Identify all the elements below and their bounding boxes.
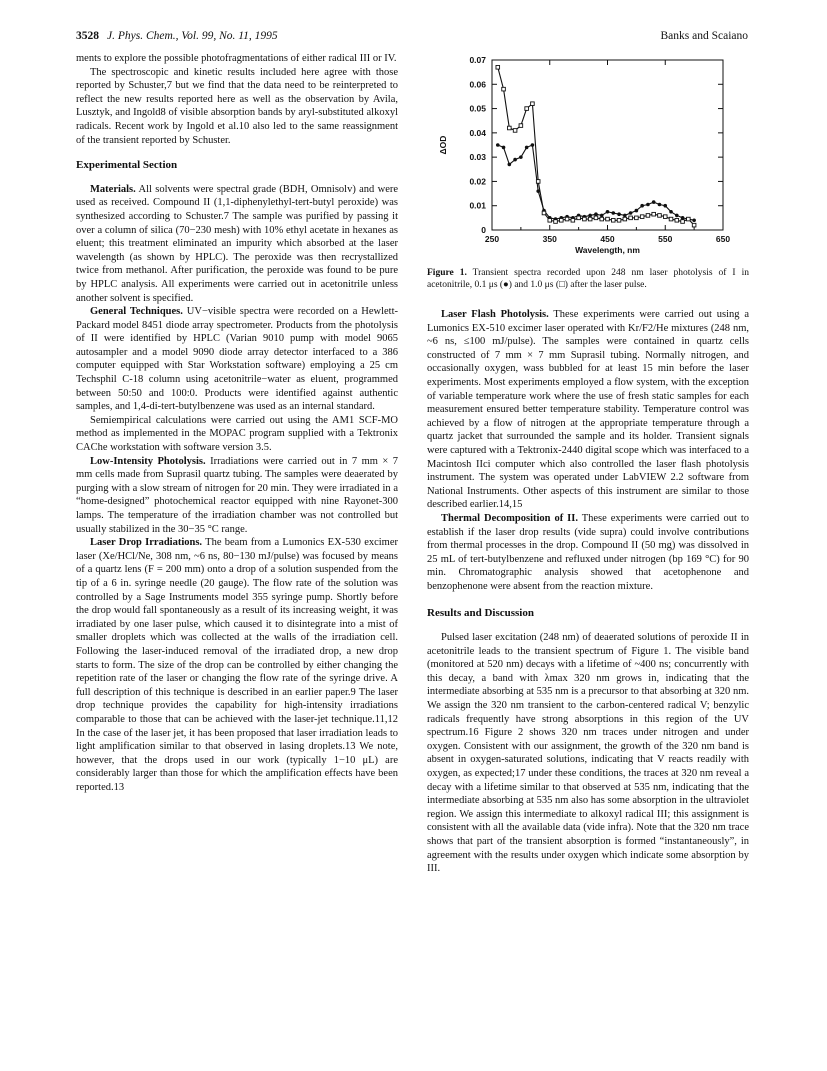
caption-text: Transient spectra recorded upon 248 nm laser photolysis of I in acetonitrile, 0.1 μs (●) and 1.0 μs (□) after the laser pulse. — [427, 268, 749, 290]
data-point-filled-circle — [496, 143, 500, 147]
data-point-filled-circle — [652, 200, 656, 204]
data-point-open-square — [508, 126, 512, 130]
laser-flash-text: These experiments were carried out using a Lumonics EX-510 excimer laser operated with Kr/F2/He mixtures (248 nm, ~6 ns, ≤100 mJ/pulse). The samples were contained in quartz cells constructed of 7 mm × 7 mm Suprasil tubing. Normally nitrogen, and occasionally oxygen, wass bubbled for at least 15 min before the laser experiments. Most experiments employed a flow system, with the exception of variable temperature work where the use of fresh static samples for each measurement ensured better temperature stability. Temperature control was achieved by a flow of nitrogen at the appropriate temperature through a quartz jacket that surrounded the sample and its holder. Transient signals were captured with a Tektronix-2440 digital scope which was interfaced to a Macintosh IIci computer which also controlled the laser flash photolysis instrument. The system was operated under LabVIEW 2.2 software from National Instruments. Other aspects of this instrument are similar to those described earlier.14,15 — [427, 309, 749, 511]
figure-1-chart — [430, 50, 755, 265]
data-point-open-square — [652, 212, 656, 216]
x-tick-label: 550 — [658, 234, 673, 244]
data-point-open-square — [611, 218, 615, 222]
data-point-open-square — [635, 216, 639, 220]
data-point-filled-circle — [692, 218, 696, 222]
data-point-filled-circle — [675, 214, 679, 218]
data-point-open-square — [640, 215, 644, 219]
y-tick-label: 0.01 — [469, 200, 486, 211]
y-tick-label: 0 — [481, 225, 486, 235]
data-point-open-square — [577, 216, 581, 220]
x-tick-label: 450 — [600, 234, 615, 244]
data-point-filled-circle — [508, 163, 512, 167]
data-point-open-square — [606, 217, 610, 221]
paragraph-materials — [76, 183, 398, 305]
left-column — [76, 52, 398, 794]
runin-general-techniques: General Techniques. — [90, 306, 183, 318]
data-point-open-square — [542, 211, 546, 215]
data-point-open-square — [658, 214, 662, 218]
runin-thermal: Thermal Decomposition of II. — [441, 512, 578, 524]
paragraph-intro: ments to explore the possible photofragmentations of either radical III or IV. — [76, 53, 397, 64]
data-point-open-square — [675, 218, 679, 222]
data-point-open-square — [681, 220, 685, 224]
data-point-open-square — [692, 223, 696, 227]
data-point-filled-circle — [669, 210, 673, 214]
data-point-open-square — [629, 216, 633, 220]
data-point-filled-circle — [681, 216, 685, 220]
data-point-filled-circle — [663, 204, 667, 208]
y-axis-label: ΔOD — [438, 135, 448, 155]
data-point-open-square — [519, 124, 523, 128]
y-tick-label: 0.05 — [469, 103, 486, 114]
x-tick-label: 250 — [484, 234, 500, 244]
data-point-open-square — [496, 65, 500, 69]
data-point-filled-circle — [525, 146, 529, 150]
paragraph-results: Pulsed laser excitation (248 nm) of deaerated solutions of peroxide II in acetonitrile leads to the transient spectrum of Figure 1. The visible band (monitored at 520 nm) decays with a lifetime of ~400 ns; concurrently with this decay, a band with λmax 320 nm grows in, indicating that the intermediate absorbing at 535 nm is a precursor to that absorbing at 320 nm. We assign the 320 nm transient to the carbon-centered radical V; benzylic radicals frequently have strong absorptions in this region of the UV spectrum.16 Figure 2 shows 320 nm traces under nitrogen and under oxygen. Consistent with our assignment, the growth of the 320 nm band is absent in oxygen-saturated solutions, indicating that V reacts readily with oxygen, as expected;17 under these conditions, the traces at 320 nm reveal a decay with a lifetime similar to that observed at 535 nm, indicating that the intermediate absorbing at 535 nm also has some absorption in the ultraviolet region. We assign this intermediate to alkoxyl radical III; this assignment is consistent with all the available data (vide infra). Note that the 320 nm trace shows that part of the transient absorption is formed “instantaneously”, in agreement with the results under oxygen which indicate some absorption by III. — [427, 632, 749, 875]
section-heading-results: Results and Discussion — [427, 607, 534, 620]
data-point-open-square — [548, 218, 552, 222]
x-tick-label: 350 — [542, 234, 557, 244]
paragraph-semiempirical: Semiempirical calculations were carried out using the AM1 SCF-MO method as implemented in the MOPAC program supplied with a Tektronix CAChe workstation with software version 3.5. — [76, 414, 398, 454]
series-line-filled-circle — [498, 145, 694, 220]
data-point-open-square — [513, 129, 517, 133]
data-point-open-square — [583, 217, 587, 221]
data-point-filled-circle — [623, 214, 627, 218]
runin-laser-drop: Laser Drop Irradiations. — [90, 537, 203, 549]
data-point-open-square — [588, 217, 592, 221]
data-point-filled-circle — [519, 155, 523, 159]
data-point-open-square — [623, 217, 627, 221]
runin-low-intensity: Low-Intensity Photolysis. — [90, 455, 206, 467]
low-intensity-text: Irradiations were carried out in 7 mm × 7 mm cells made from Suprasil quartz tubing. The samples were deaerated by purging with a slow stream of nitrogen for 20 min. They were irradiated in a “home-designed” photochemical reactor equipped with nine Rayonet-300 lamps. The temperature of the irradiation chamber was not controlled but usually stabilized in the 30−35 °C range. — [76, 455, 399, 535]
data-point-filled-circle — [640, 204, 644, 208]
running-header-left — [76, 30, 278, 42]
data-point-filled-circle — [658, 203, 662, 207]
data-point-filled-circle — [629, 211, 633, 215]
x-tick-label: 650 — [715, 234, 731, 244]
y-tick-label: 0.02 — [469, 176, 486, 187]
data-point-filled-circle — [617, 212, 621, 216]
paragraph-low-intensity — [76, 455, 398, 537]
data-point-open-square — [560, 218, 564, 222]
runin-laser-flash: Laser Flash Photolysis. — [441, 309, 549, 320]
thermal-text: These experiments were carried out to establish if the laser drop results (vide supra) could involve contributions from thermal processes in the drop. Compound II (50 mg) was dissolved in 25 mL of tert-butylbenzene and refluxed under nitrogen (bp 169 °C) for 90 min. Chromatographic analysis showed that acetophenone and benzophenone were absent from the reaction mixture. — [427, 512, 749, 592]
paragraph-general-techniques — [76, 305, 398, 414]
data-point-open-square — [571, 218, 575, 222]
data-point-open-square — [663, 215, 667, 219]
data-point-open-square — [536, 180, 540, 184]
caption-label: Figure 1. — [427, 268, 467, 278]
paragraph-laser-drop — [76, 536, 398, 794]
data-point-open-square — [565, 217, 569, 221]
right-column — [427, 308, 749, 876]
figure-1-caption — [427, 267, 749, 291]
data-point-open-square — [646, 214, 650, 218]
general-techniques-text: UV−visible spectra were recorded on a Hewlett-Packard model 8451 diode array spectrometer. Products from the photolysis of II were identified by HPLC (Varian 9010 pump with model 9065 autosampler and a model 9090 diode array detector interfaced to a 386 computer equipped with Star Workstation software) employing a 25 cm Techsphil C-18 column using acetonitrile−water as eluent, programmed between 50:50 and 100:0. Products were identified against authentic samples, and 1,4-di-tert-butylbenzene was used as an internal standard. — [76, 306, 398, 413]
journal-citation: J. Phys. Chem., Vol. 99, No. 11, 1995 — [107, 30, 278, 42]
data-point-open-square — [594, 216, 598, 220]
data-point-filled-circle — [611, 211, 615, 215]
data-point-filled-circle — [635, 209, 639, 213]
runin-materials: Materials. — [90, 183, 136, 195]
running-header-authors: Banks and Scaiano — [660, 30, 748, 42]
data-point-open-square — [531, 102, 535, 106]
paragraph-laser-flash — [427, 308, 749, 512]
data-point-filled-circle — [513, 158, 517, 162]
data-point-filled-circle — [600, 214, 604, 218]
y-tick-label: 0.03 — [469, 152, 486, 163]
data-point-filled-circle — [502, 146, 506, 150]
section-heading-experimental: Experimental Section — [76, 159, 178, 172]
data-point-filled-circle — [588, 214, 592, 218]
y-tick-label: 0.04 — [469, 127, 486, 138]
data-point-filled-circle — [531, 143, 535, 147]
data-point-filled-circle — [606, 210, 610, 214]
plot-frame — [492, 60, 723, 230]
data-point-open-square — [502, 87, 506, 91]
materials-text: All solvents were spectral grade (BDH, Omnisolv) and were used as received. Compound II (1,1-diphenylethyl-tert-butyl peroxide) was synthesized according to Schuster.7 The sample was purified by passing it over a column of silica (70−230 mesh) with 10% ethyl acetate in hexanes as eluent; this treatment eliminated an impurity which absorbed at the laser wavelength (as shown by HPLC). The peroxide was then recrystallized twice from methanol. After purification, the peroxide was found to be pure by HPLC analysis. All experiments were carried out in acetonitrile unless another solvent is specified. — [76, 183, 399, 304]
data-point-open-square — [525, 107, 529, 111]
paragraph-spectroscopic: The spectroscopic and kinetic results included here agree with those reported by Schuster,7 but we find that the data need to be reinterpreted to reflect the new results reported here as well as the observation by Avila, Lusztyk, and Ingold8 of visible absorption bands by aryl-substituted alkoxyl radicals. Recent work by Ingold et al.10 also led to the same reassignment of the transient reported by Schuster. — [76, 66, 398, 146]
y-tick-label: 0.06 — [469, 79, 486, 90]
data-point-open-square — [687, 217, 691, 221]
page-number: 3528 — [76, 30, 99, 42]
paragraph-thermal — [427, 512, 749, 594]
data-point-open-square — [600, 217, 604, 221]
data-point-open-square — [669, 217, 673, 221]
data-point-filled-circle — [646, 203, 650, 207]
data-point-filled-circle — [594, 212, 598, 216]
y-tick-label: 0.07 — [469, 55, 486, 65]
data-point-open-square — [554, 220, 558, 224]
data-point-open-square — [617, 218, 621, 222]
laser-drop-text: The beam from a Lumonics EX-530 excimer laser (Xe/HCl/Ne, 308 nm, ~6 ns, 80−130 mJ/pulse) was focused by means of a quartz lens (F = 200 mm) onto a drop of a solution suspended from the tip of a 6 in. syringe needle (20 gauge). The flow rate of the solution was controlled by a Sage Instruments model 355 syringe pump. Shortly before the drop would fall spontaneously as a result of its increasing weight, it was irradiated by one laser pulse, which caused it to disintegrate into a mist of smaller droplets which was collected at the walls of the irradiation cell. Following the laser-induced removal of the irradiated drop, a new drop starts to form. The size of the drop can be controlled by either changing the repetition rate of the laser or changing the flow rate of the syringe drive. A full description of this technique is described in an earlier paper.9 The laser drop technique provides the capability for high-intensity irradiations comparable to those that can be achieved with the laser-jet technique.11,12 In the case of the laser jet, it has been proposed that laser irradiation leads to light amplification similar to that observed in lasing droplets.13 We note, however, that the drops used in our work (typically 1−10 μL) are considerably larger than those for which the amplification effects have been reported.13 — [76, 537, 399, 793]
x-axis-label: Wavelength, nm — [575, 245, 640, 255]
